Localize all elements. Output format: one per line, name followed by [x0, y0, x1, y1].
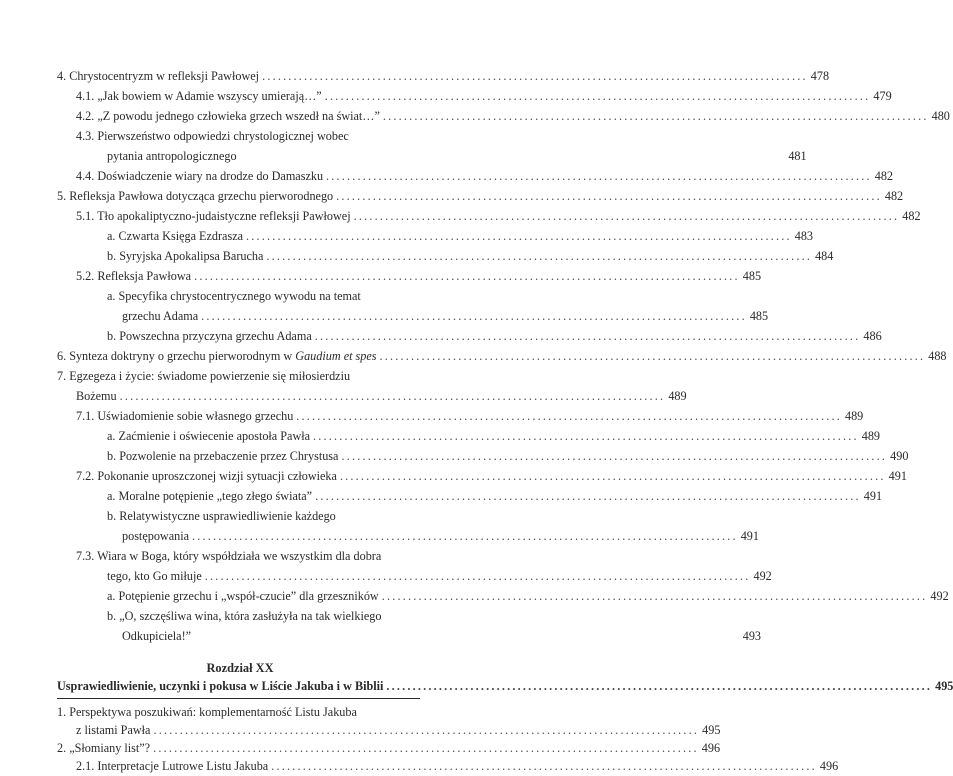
chapter-title: Usprawiedliwienie, uczynki i pokusa w Liście Jakuba i w Biblii [57, 679, 384, 693]
toc-entry-text: grzechu Adama [122, 309, 199, 323]
toc-entry [0, 166, 894, 186]
toc-entry-text: 7.1. Uświadomienie sobie własnego grzechu [76, 409, 294, 423]
toc-entry-page: 488 [928, 349, 947, 363]
toc-entry-page: 478 [810, 69, 830, 83]
toc-entry-text: 7.2. Pokonanie uproszczonej wizji sytuacji człowieka [76, 469, 337, 483]
dot-leader: ........................................................................................................ [266, 249, 813, 263]
toc-entry [0, 426, 881, 446]
toc-entry-page: 491 [740, 529, 759, 543]
toc-entry-text: a. Moralne potępienie „tego złego świata” [107, 489, 313, 503]
toc-entry-text: b. Syryjska Apokalipsa Barucha [107, 249, 264, 263]
toc-entry [0, 226, 813, 246]
toc-entry-page: 483 [794, 229, 813, 243]
toc-entry-text: 5.2. Refleksja Pawłowa [76, 269, 192, 283]
toc-entry [0, 466, 907, 486]
toc-entry-page: 491 [863, 489, 883, 503]
toc-entry [0, 526, 759, 546]
toc-entry [0, 566, 772, 586]
toc-entry-text: 4.3. Pierwszeństwo odpowiedzi chrystologicznej wobec [76, 129, 349, 143]
toc-entry [0, 756, 839, 773]
toc-entry [0, 506, 480, 526]
toc-entry-text: 5.1. Tło apokaliptyczno-judaistyczne refleksji Pawłowej [76, 209, 351, 223]
dot-leader: ........................................................................................................ [119, 389, 666, 403]
chapter-label: Rozdział XX [206, 661, 274, 675]
dot-leader: ........................................................................................................ [339, 469, 886, 483]
toc-entry [0, 286, 480, 306]
chapter-rule [57, 698, 420, 699]
toc-entry-page: 489 [668, 389, 687, 403]
toc-entry [0, 206, 921, 226]
toc-entry [0, 546, 480, 566]
dot-leader: ........................................................................................................ [336, 189, 882, 203]
toc-entry-text: b. Relatywistyczne usprawiedliwienie każdego [107, 509, 336, 523]
toc-entry-page: 480 [931, 109, 950, 123]
dot-leader: ........................................................................................................ [353, 209, 900, 223]
toc-entry-text: a. Zaćmienie i oświecenie apostoła Pawła [107, 429, 311, 443]
toc-entry-page: 496 [701, 741, 721, 755]
dot-leader: ........................................................................................................ [341, 449, 888, 463]
toc-entry [0, 606, 480, 626]
toc-entry-page: 481 [788, 149, 807, 163]
dot-leader: ........................................................................................................ [262, 69, 808, 83]
dot-leader: ........................................................................................................ [296, 409, 842, 423]
toc-entry-page: 485 [742, 269, 762, 283]
toc-entry-text: 1. Perspektywa poszukiwań: komplementarność Listu Jakuba [57, 705, 357, 719]
toc-entry-text: 7. Egzegeza i życie: świadome powierzenie się miłosierdziu [57, 369, 351, 383]
toc-entry-page: 482 [902, 209, 921, 223]
toc-entry-page: 496 [819, 759, 839, 773]
dot-leader: ........................................................................................................ [246, 229, 792, 243]
dot-leader: ........................................................................................................ [326, 169, 872, 183]
toc-entry-page: 489 [844, 409, 864, 423]
dot-leader: ........................................................................................................ [204, 569, 751, 583]
toc-entry [0, 720, 721, 740]
toc-entry-text: 2.1. Interpretacje Lutrowe Listu Jakuba [76, 759, 269, 773]
toc-entry-text: a. Czwarta Księga Ezdrasza [107, 229, 244, 243]
dot-leader: ........................................................................................................ [153, 741, 699, 755]
dot-leader: ........................................................................................................ [271, 759, 817, 773]
dot-leader: ........................................................................................................ [153, 723, 700, 737]
toc-entry-text [57, 346, 377, 366]
toc-entry-text: tego, kto Go miłuje [107, 569, 202, 583]
dot-leader: ........................................................................................................ [324, 89, 871, 103]
toc-entry-text: 4.1. „Jak bowiem w Adamie wszyscy umierają…” [76, 89, 322, 103]
dot-leader: ........................................................................................................ [314, 329, 861, 343]
toc-entry-text: a. Specyfika chrystocentrycznego wywodu na temat [107, 289, 361, 303]
toc-entry-text: 7.3. Wiara w Boga, który współdziała we wszystkim dla dobra [76, 549, 382, 563]
dot-leader: ........................................................................................................ [382, 109, 929, 123]
toc-entry [0, 346, 947, 366]
toc-entry [0, 702, 480, 722]
toc-entry-page: 485 [749, 309, 769, 323]
toc-entry [0, 246, 834, 266]
toc-entry-text: 4.4. Doświadczenie wiary na drodze do Damaszku [76, 169, 324, 183]
toc-entry-page: 489 [861, 429, 881, 443]
toc-entry [0, 266, 762, 286]
toc-entry-page: 492 [753, 569, 772, 583]
toc-entry-text: a. Potępienie grzechu i „współ-czucie” dla grzeszników [107, 589, 379, 603]
toc-entry-text-main: 6. Synteza doktryny o grzechu pierworodnym w [57, 349, 296, 363]
toc-entry [0, 126, 480, 146]
toc-entry-text: 4. Chrystocentryzm w refleksji Pawłowej [57, 69, 260, 83]
toc-entry-text: pytania antropologicznego [107, 149, 237, 163]
toc-entry [0, 326, 882, 346]
toc-entry [0, 486, 883, 506]
toc-entry [0, 366, 480, 386]
toc-entry-page: 491 [888, 469, 907, 483]
toc-entry-text: Odkupiciela!” [122, 629, 192, 643]
dot-leader: ........................................................................................................ [381, 589, 928, 603]
toc-entry-page: 493 [742, 629, 761, 643]
toc-entry-page: 492 [930, 589, 949, 603]
dot-leader: ........................................................................................................ [192, 529, 738, 543]
toc-entry-text: 4.2. „Z powodu jednego człowieka grzech wszedł na świat…” [76, 109, 380, 123]
toc-entry [0, 306, 769, 326]
dot-leader: ........................................................................................................ [386, 679, 933, 693]
toc-entry-italic-title: Gaudium et spes [295, 349, 377, 363]
dot-leader: ........................................................................................................ [201, 309, 747, 323]
toc-entry-page: 486 [863, 329, 882, 343]
toc-entry-page: 482 [884, 189, 904, 203]
toc-entry-text: 2. „Słomiany list”? [57, 741, 151, 755]
toc-entry-text: postępowania [122, 529, 190, 543]
toc-entry-text: b. „O, szczęśliwa wina, która zasłużyła na tak wielkiego [107, 609, 382, 623]
toc-entry [0, 406, 864, 426]
toc-entry-page: 490 [890, 449, 909, 463]
toc-entry [0, 86, 892, 106]
toc-entry-text: b. Powszechna przyczyna grzechu Adama [107, 329, 312, 343]
toc-entry [0, 586, 949, 606]
toc-entry-text: b. Pozwolenie na przebaczenie przez Chrystusa [107, 449, 339, 463]
toc-entry [0, 626, 761, 646]
dot-leader: ........................................................................................................ [194, 269, 740, 283]
toc-entry [0, 386, 687, 406]
dot-leader: ........................................................................................................ [379, 349, 926, 363]
chapter-title-entry [0, 676, 953, 696]
toc-entry-page: 479 [873, 89, 892, 103]
toc-entry [0, 186, 904, 206]
toc-entry-page: 484 [815, 249, 834, 263]
toc-entry [0, 106, 950, 126]
toc-entry [0, 738, 721, 758]
toc-entry-page: 495 [702, 723, 721, 737]
toc-entry [0, 446, 909, 466]
toc-entry-text: z listami Pawła [76, 723, 151, 737]
toc-entry-text: Bożemu [76, 389, 117, 403]
dot-leader: ........................................................................................................ [315, 489, 861, 503]
dot-leader: ........................................................................................................ [313, 429, 859, 443]
toc-entry-page: 482 [874, 169, 894, 183]
toc-entry [0, 66, 830, 86]
chapter-page: 495 [935, 679, 953, 693]
toc-entry [0, 146, 807, 166]
toc-entry-text: 5. Refleksja Pawłowa dotycząca grzechu pierworodnego [57, 189, 334, 203]
